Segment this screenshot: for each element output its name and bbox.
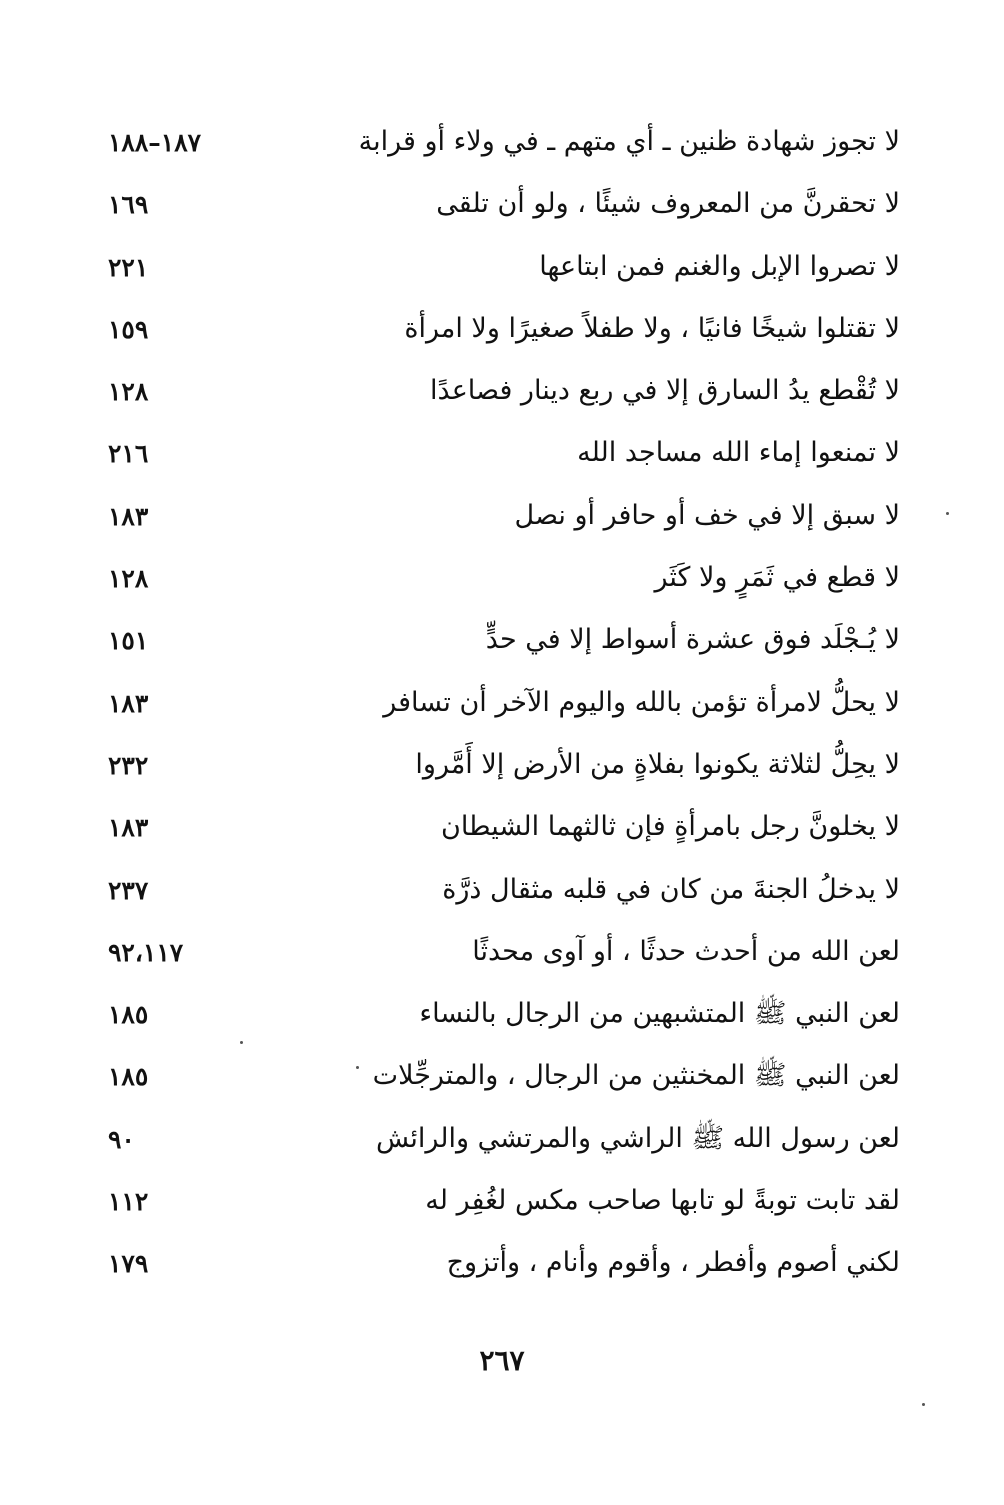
scan-speck	[922, 1403, 925, 1406]
page-reference: ٩٠	[108, 1124, 135, 1154]
page-reference: ١٨٣	[108, 688, 149, 718]
page-reference: ١٨٥	[108, 1000, 149, 1030]
page-number: ٢٦٧	[479, 1344, 525, 1377]
index-entry	[100, 492, 900, 554]
page-reference: ١٨٣	[108, 813, 149, 843]
hadith-text: لا يحِلُّ لثلاثة يكونوا بفلاةٍ من الأرض إلا أَمَّروا	[415, 748, 900, 780]
page-reference: ١٦٩	[108, 190, 149, 220]
hadith-index-list	[100, 118, 900, 1302]
page-reference: ١٨٥	[108, 1062, 149, 1092]
hadith-text: لا تمنعوا إماء الله مساجد الله	[577, 437, 900, 469]
hadith-text: لا تجوز شهادة ظنين ـ أي متهم ـ في ولاء أو قرابة	[358, 126, 900, 157]
page-reference: ٩٢،١١٧	[108, 937, 184, 967]
page-reference: ٢٣٧	[108, 875, 149, 905]
hadith-text: لا تقتلوا شيخًا فانيًا ، ولا طفلاً صغيرًا ولا امرأة	[404, 312, 900, 344]
index-entry	[100, 928, 900, 990]
page-reference: ٢٣٢	[108, 750, 149, 780]
page-reference: ٢١٦	[108, 439, 149, 469]
hadith-text: لا تُقْطع يدُ السارق إلا في ربع دينار فصاعدًا	[430, 375, 900, 407]
index-entry	[100, 866, 900, 928]
hadith-text: لعن رسول الله ﷺ الراشي والمرتشي والرائش	[375, 1122, 900, 1154]
scan-speck	[946, 512, 949, 515]
hadith-text: لا يحلُّ لامرأة تؤمن بالله واليوم الآخر أن تسافر	[383, 686, 900, 718]
page-reference: ٢٢١	[108, 252, 149, 282]
index-entry	[100, 679, 900, 741]
index-entry	[100, 554, 900, 616]
index-entry	[100, 1052, 900, 1114]
page-reference: ١٥١	[108, 626, 149, 656]
hadith-text: لا تصروا الإبل والغنم فمن ابتاعها	[539, 250, 900, 282]
index-entry	[100, 180, 900, 242]
index-entry	[100, 367, 900, 429]
hadith-text: لقد تابت توبةً لو تابها صاحب مكس لغُفِر له	[425, 1185, 900, 1217]
hadith-text: لا قطع في ثَمَرٍ ولا كَثَر	[654, 562, 900, 594]
page-reference: ١٧٩	[108, 1249, 149, 1279]
hadith-text: لعن الله من أحدث حدثًا ، أو آوى محدثًا	[472, 935, 900, 967]
hadith-text: لعن النبي ﷺ المخنثين من الرجال ، والمترجِّلات	[372, 1060, 900, 1092]
index-entry	[100, 616, 900, 678]
hadith-text: لعن النبي ﷺ المتشبهين من الرجال بالنساء	[419, 998, 900, 1030]
index-entry	[100, 1115, 900, 1177]
hadith-text: لا يخلونَّ رجل بامرأةٍ فإن ثالثهما الشيطان	[441, 811, 900, 843]
index-entry	[100, 990, 900, 1052]
scan-speck	[240, 1041, 243, 1044]
index-entry	[100, 429, 900, 491]
page-reference: ١٨٧–١٨٨	[108, 128, 202, 157]
hadith-text: لا تحقرنَّ من المعروف شيئًا ، ولو أن تلقى	[436, 188, 900, 220]
page-reference: ١٢٨	[108, 564, 149, 594]
hadith-text: لا يدخلُ الجنةَ من كان في قلبه مثقال ذرَّة	[442, 873, 900, 905]
hadith-text: لا يُـجْلَد فوق عشرة أسواط إلا في حدٍّ	[485, 624, 900, 656]
page-reference: ١٨٣	[108, 501, 149, 531]
index-entry	[100, 803, 900, 865]
hadith-text: لا سبق إلا في خف أو حافر أو نصل	[514, 499, 900, 531]
page-reference: ١٥٩	[108, 314, 149, 344]
index-entry	[100, 741, 900, 803]
scan-speck	[356, 1066, 359, 1069]
page-reference: ١١٢	[108, 1187, 149, 1217]
index-entry	[100, 118, 900, 180]
page-reference: ١٢٨	[108, 377, 149, 407]
index-entry	[100, 1177, 900, 1239]
hadith-text: لكني أصوم وأفطر ، وأقوم وأنام ، وأتزوج	[446, 1247, 900, 1279]
index-entry	[100, 305, 900, 367]
index-entry	[100, 243, 900, 305]
index-entry	[100, 1239, 900, 1301]
